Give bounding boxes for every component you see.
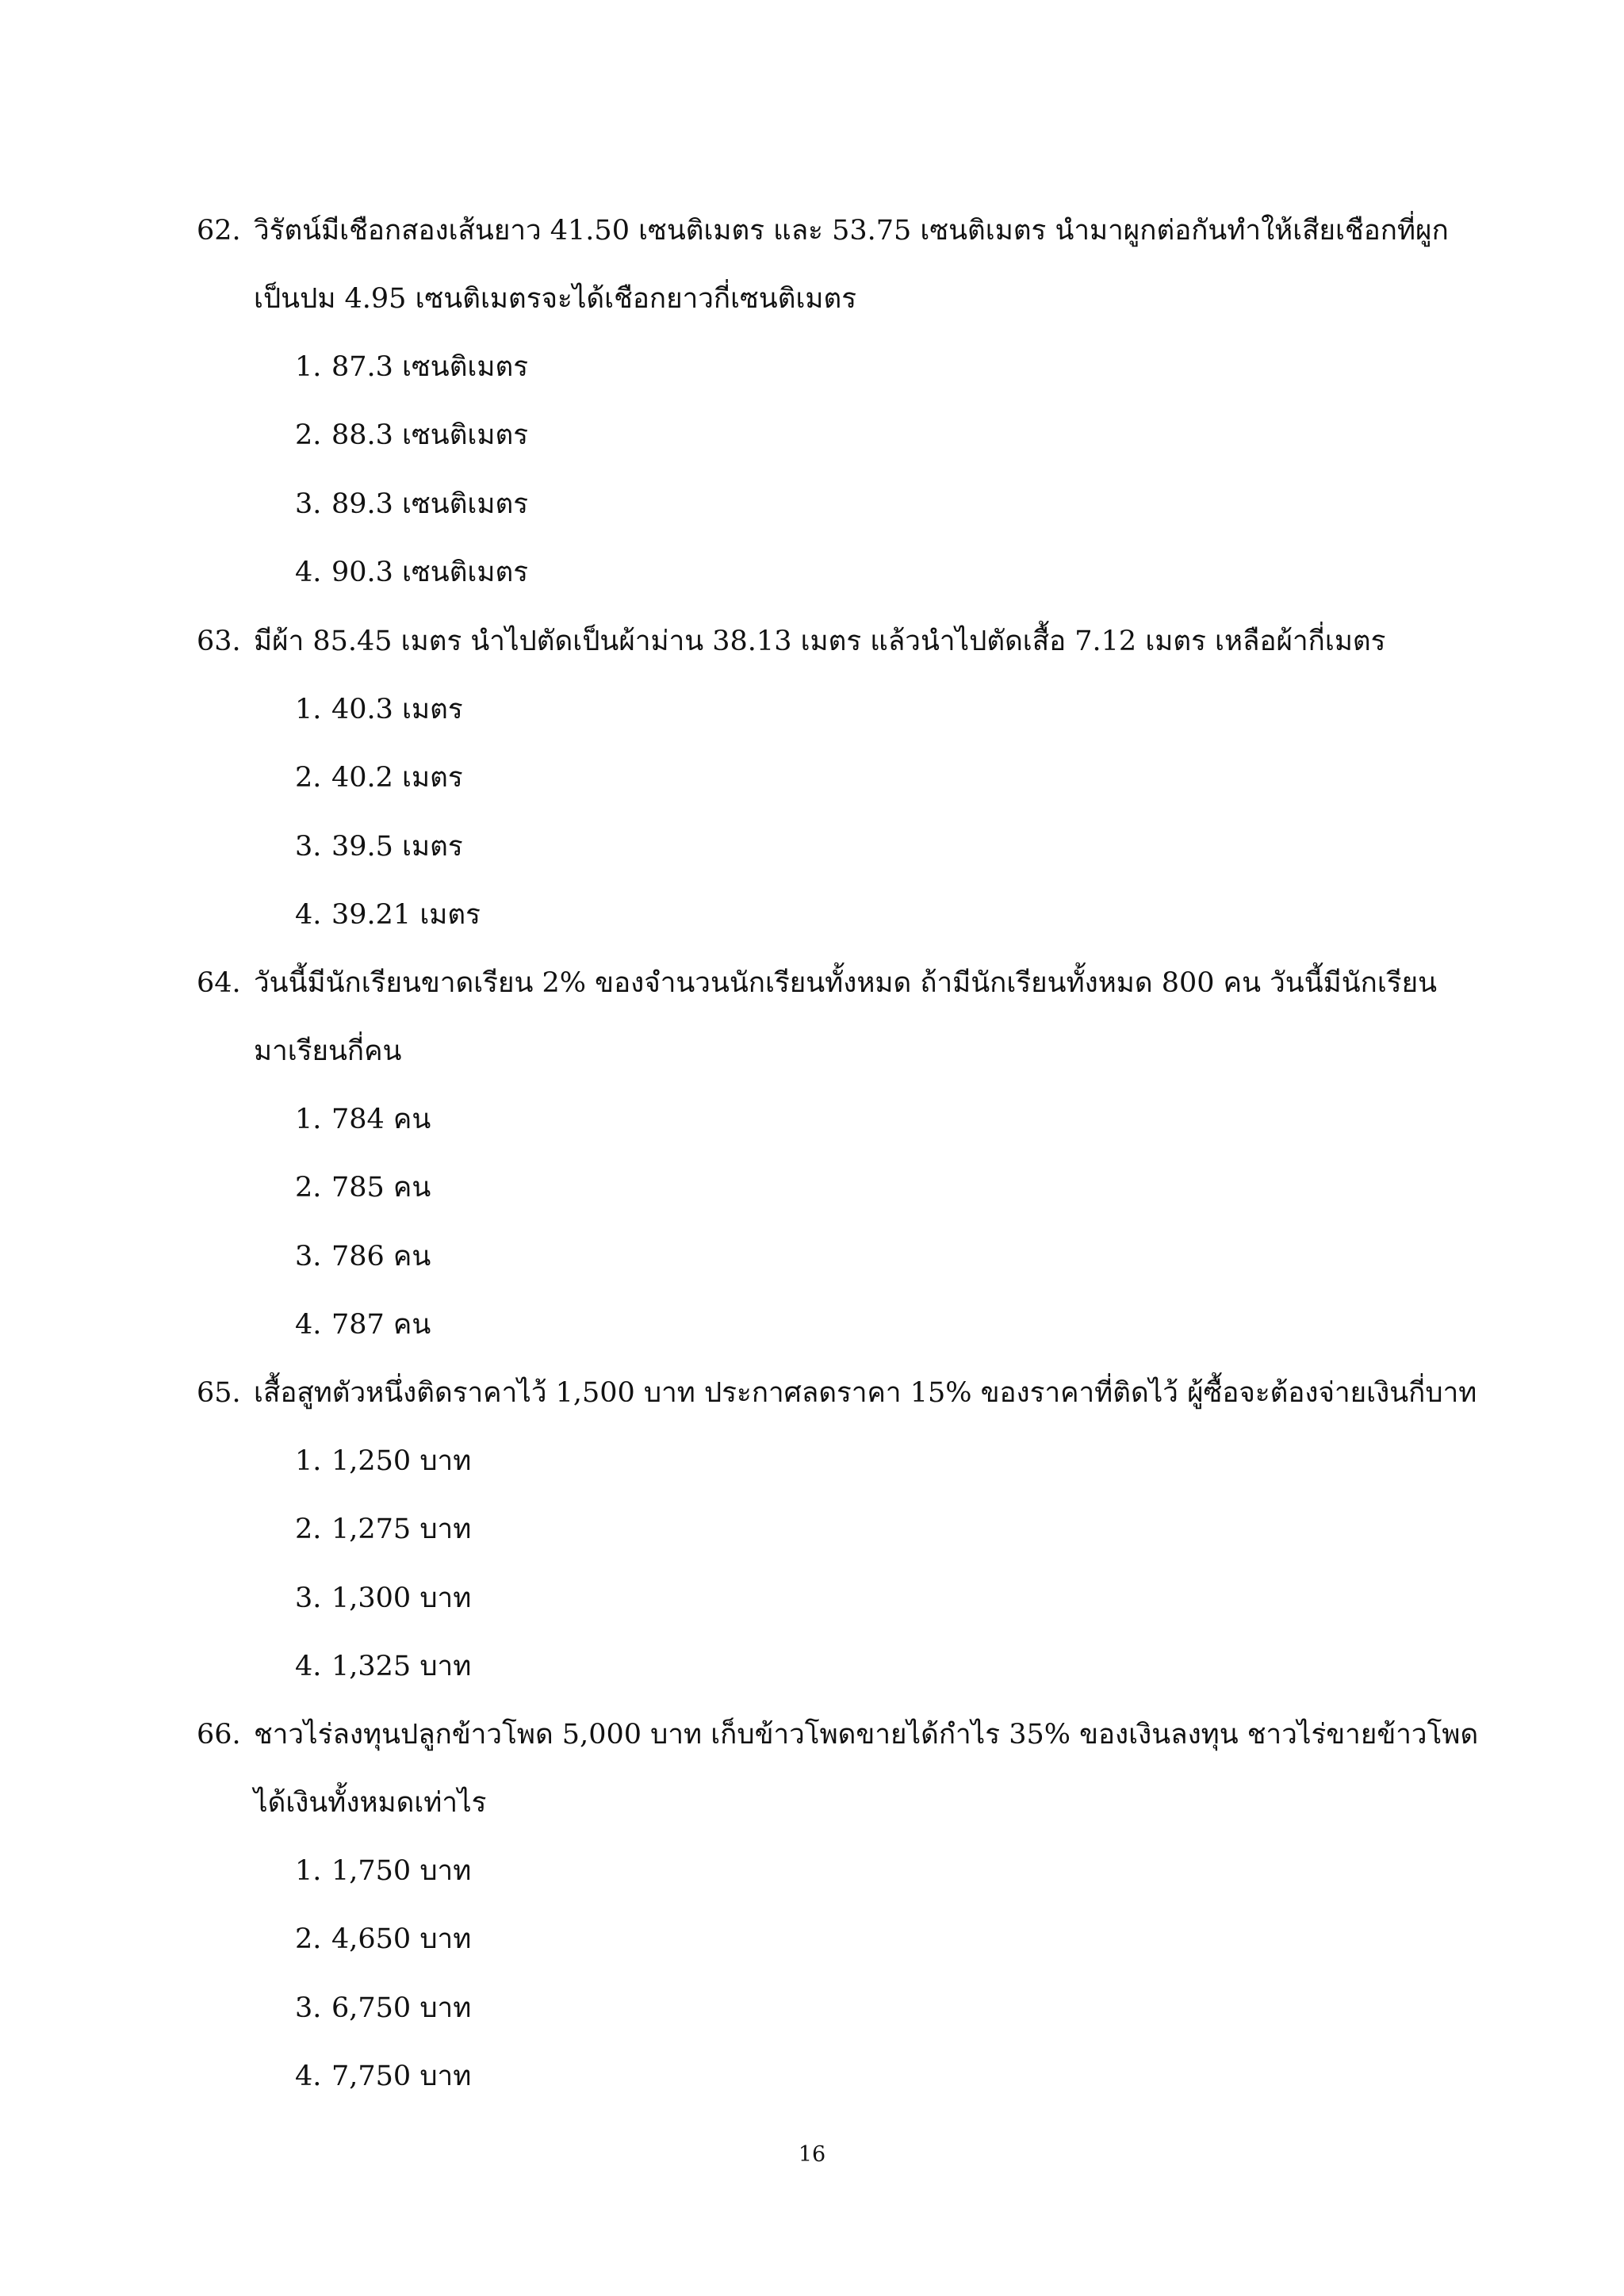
choice-text: 7,750 บาท	[331, 2060, 472, 2092]
choice-text: 1,750 บาท	[331, 1855, 472, 1887]
choice-text: 1,250 บาท	[331, 1445, 472, 1477]
choice-text: 39.5 เมตร	[331, 830, 463, 863]
choice-text: 90.3 เซนติเมตร	[331, 556, 528, 588]
choice-number: 4.	[295, 2060, 322, 2092]
question-63	[197, 607, 1450, 949]
choice-text: 1,325 บาท	[331, 1650, 472, 1682]
question-number: 64.	[197, 967, 241, 999]
choice-number: 1.	[295, 351, 322, 383]
choice-item	[197, 813, 1450, 881]
question-text: วิรัตน์มีเชือกสองเส้นยาว 41.50 เซนติเมตร และ 53.75 เซนติเมตร นำมาผูกต่อกันทำให้เสียเชือกที่ผูก	[254, 215, 1449, 247]
choice-number: 3.	[295, 830, 322, 863]
question-number: 62.	[197, 215, 241, 247]
choice-text: 6,750 บาท	[331, 1992, 472, 2024]
question-number: 66.	[197, 1719, 241, 1751]
question-66	[197, 1701, 1479, 2110]
choice-text: 1,300 บาท	[331, 1582, 472, 1614]
choice-number: 1.	[295, 1445, 322, 1477]
page-number: 16	[798, 2142, 826, 2167]
choice-text: 87.3 เซนติเมตร	[331, 351, 528, 383]
choice-number: 4.	[295, 1308, 322, 1341]
choice-number: 1.	[295, 1855, 322, 1887]
choice-item	[197, 401, 1450, 469]
choice-text: 39.21 เมตร	[331, 898, 481, 931]
choice-number: 1.	[295, 694, 322, 725]
choice-list	[197, 1837, 1450, 2110]
choice-text: 784 คน	[331, 1104, 431, 1135]
choice-number: 3.	[295, 488, 322, 520]
choice-item	[197, 1427, 1450, 1495]
choice-list	[197, 1427, 1450, 1701]
choice-number: 4.	[295, 1650, 322, 1682]
choice-item	[197, 1564, 1450, 1632]
choice-item	[197, 1837, 1450, 1905]
choice-number: 2.	[295, 1172, 322, 1204]
choice-text: 88.3 เซนติเมตร	[331, 419, 528, 452]
choice-text: 4,650 บาท	[331, 1923, 472, 1956]
question-text-continued: ได้เงินทั้งหมดเท่าไร	[254, 1787, 487, 1819]
choice-text: 40.3 เมตร	[331, 694, 463, 725]
question-stem	[197, 607, 1450, 675]
choice-text: 785 คน	[331, 1172, 431, 1204]
choice-number: 4.	[295, 898, 322, 931]
choice-text: 1,275 บาท	[331, 1513, 472, 1546]
choice-number: 3.	[295, 1582, 322, 1614]
choice-item	[197, 333, 1450, 401]
question-65	[197, 1359, 1477, 1701]
choice-list	[197, 333, 1450, 607]
choice-item	[197, 881, 1450, 949]
question-62	[197, 197, 1450, 607]
question-stem	[197, 949, 1450, 1017]
choice-list	[197, 1085, 1450, 1359]
choice-list	[197, 675, 1450, 949]
choice-item	[197, 744, 1450, 812]
question-stem	[197, 1359, 1477, 1427]
question-text: มีผ้า 85.45 เมตร นำไปตัดเป็นผ้าม่าน 38.13 เมตร แล้วนำไปตัดเสื้อ 7.12 เมตร เหลือผ้ากี่เมตร	[254, 626, 1386, 657]
choice-text: 40.2 เมตร	[331, 762, 463, 794]
choice-item	[197, 1085, 1450, 1154]
choice-item	[197, 1974, 1450, 2042]
question-number: 65.	[197, 1377, 241, 1409]
choice-text: 786 คน	[331, 1240, 431, 1272]
question-text-continued: มาเรียนกี่คน	[254, 1035, 402, 1067]
question-text: ชาวไร่ลงทุนปลูกข้าวโพด 5,000 บาท เก็บข้าวโพดขายได้กำไร 35% ของเงินลงทุน ชาวไร่ขายข้าวโพด	[254, 1719, 1479, 1751]
choice-item	[197, 470, 1450, 538]
choice-item	[197, 1154, 1450, 1222]
choice-text: 89.3 เซนติเมตร	[331, 488, 528, 520]
choice-number: 1.	[295, 1104, 322, 1135]
choice-number: 3.	[295, 1992, 322, 2024]
choice-number: 4.	[295, 556, 322, 588]
choice-item	[197, 675, 1450, 744]
question-text: วันนี้มีนักเรียนขาดเรียน 2% ของจำนวนนักเรียนทั้งหมด ถ้ามีนักเรียนทั้งหมด 800 คน วันนี้มีนักเรียน	[254, 967, 1438, 999]
question-stem	[197, 197, 1450, 265]
choice-number: 2.	[295, 1513, 322, 1546]
choice-item	[197, 1905, 1450, 1973]
choice-item	[197, 538, 1450, 607]
question-text: เสื้อสูทตัวหนึ่งติดราคาไว้ 1,500 บาท ประกาศลดราคา 15% ของราคาที่ติดไว้ ผู้ซื้อจะต้องจ่ายเงินกี่บาท	[254, 1377, 1477, 1409]
choice-number: 2.	[295, 419, 322, 452]
choice-item	[197, 1495, 1450, 1563]
choice-text: 787 คน	[331, 1308, 431, 1341]
choice-item	[197, 1632, 1450, 1701]
choice-number: 2.	[295, 1923, 322, 1956]
choice-number: 2.	[295, 762, 322, 794]
question-text-continued: เป็นปม 4.95 เซนติเมตรจะได้เชือกยาวกี่เซนติเมตร	[254, 283, 857, 315]
choice-number: 3.	[295, 1240, 322, 1272]
question-64	[197, 949, 1450, 1359]
choice-item	[197, 2042, 1450, 2110]
choice-item	[197, 1291, 1450, 1359]
question-number: 63.	[197, 626, 241, 657]
choice-item	[197, 1223, 1450, 1291]
question-stem	[197, 1701, 1479, 1769]
